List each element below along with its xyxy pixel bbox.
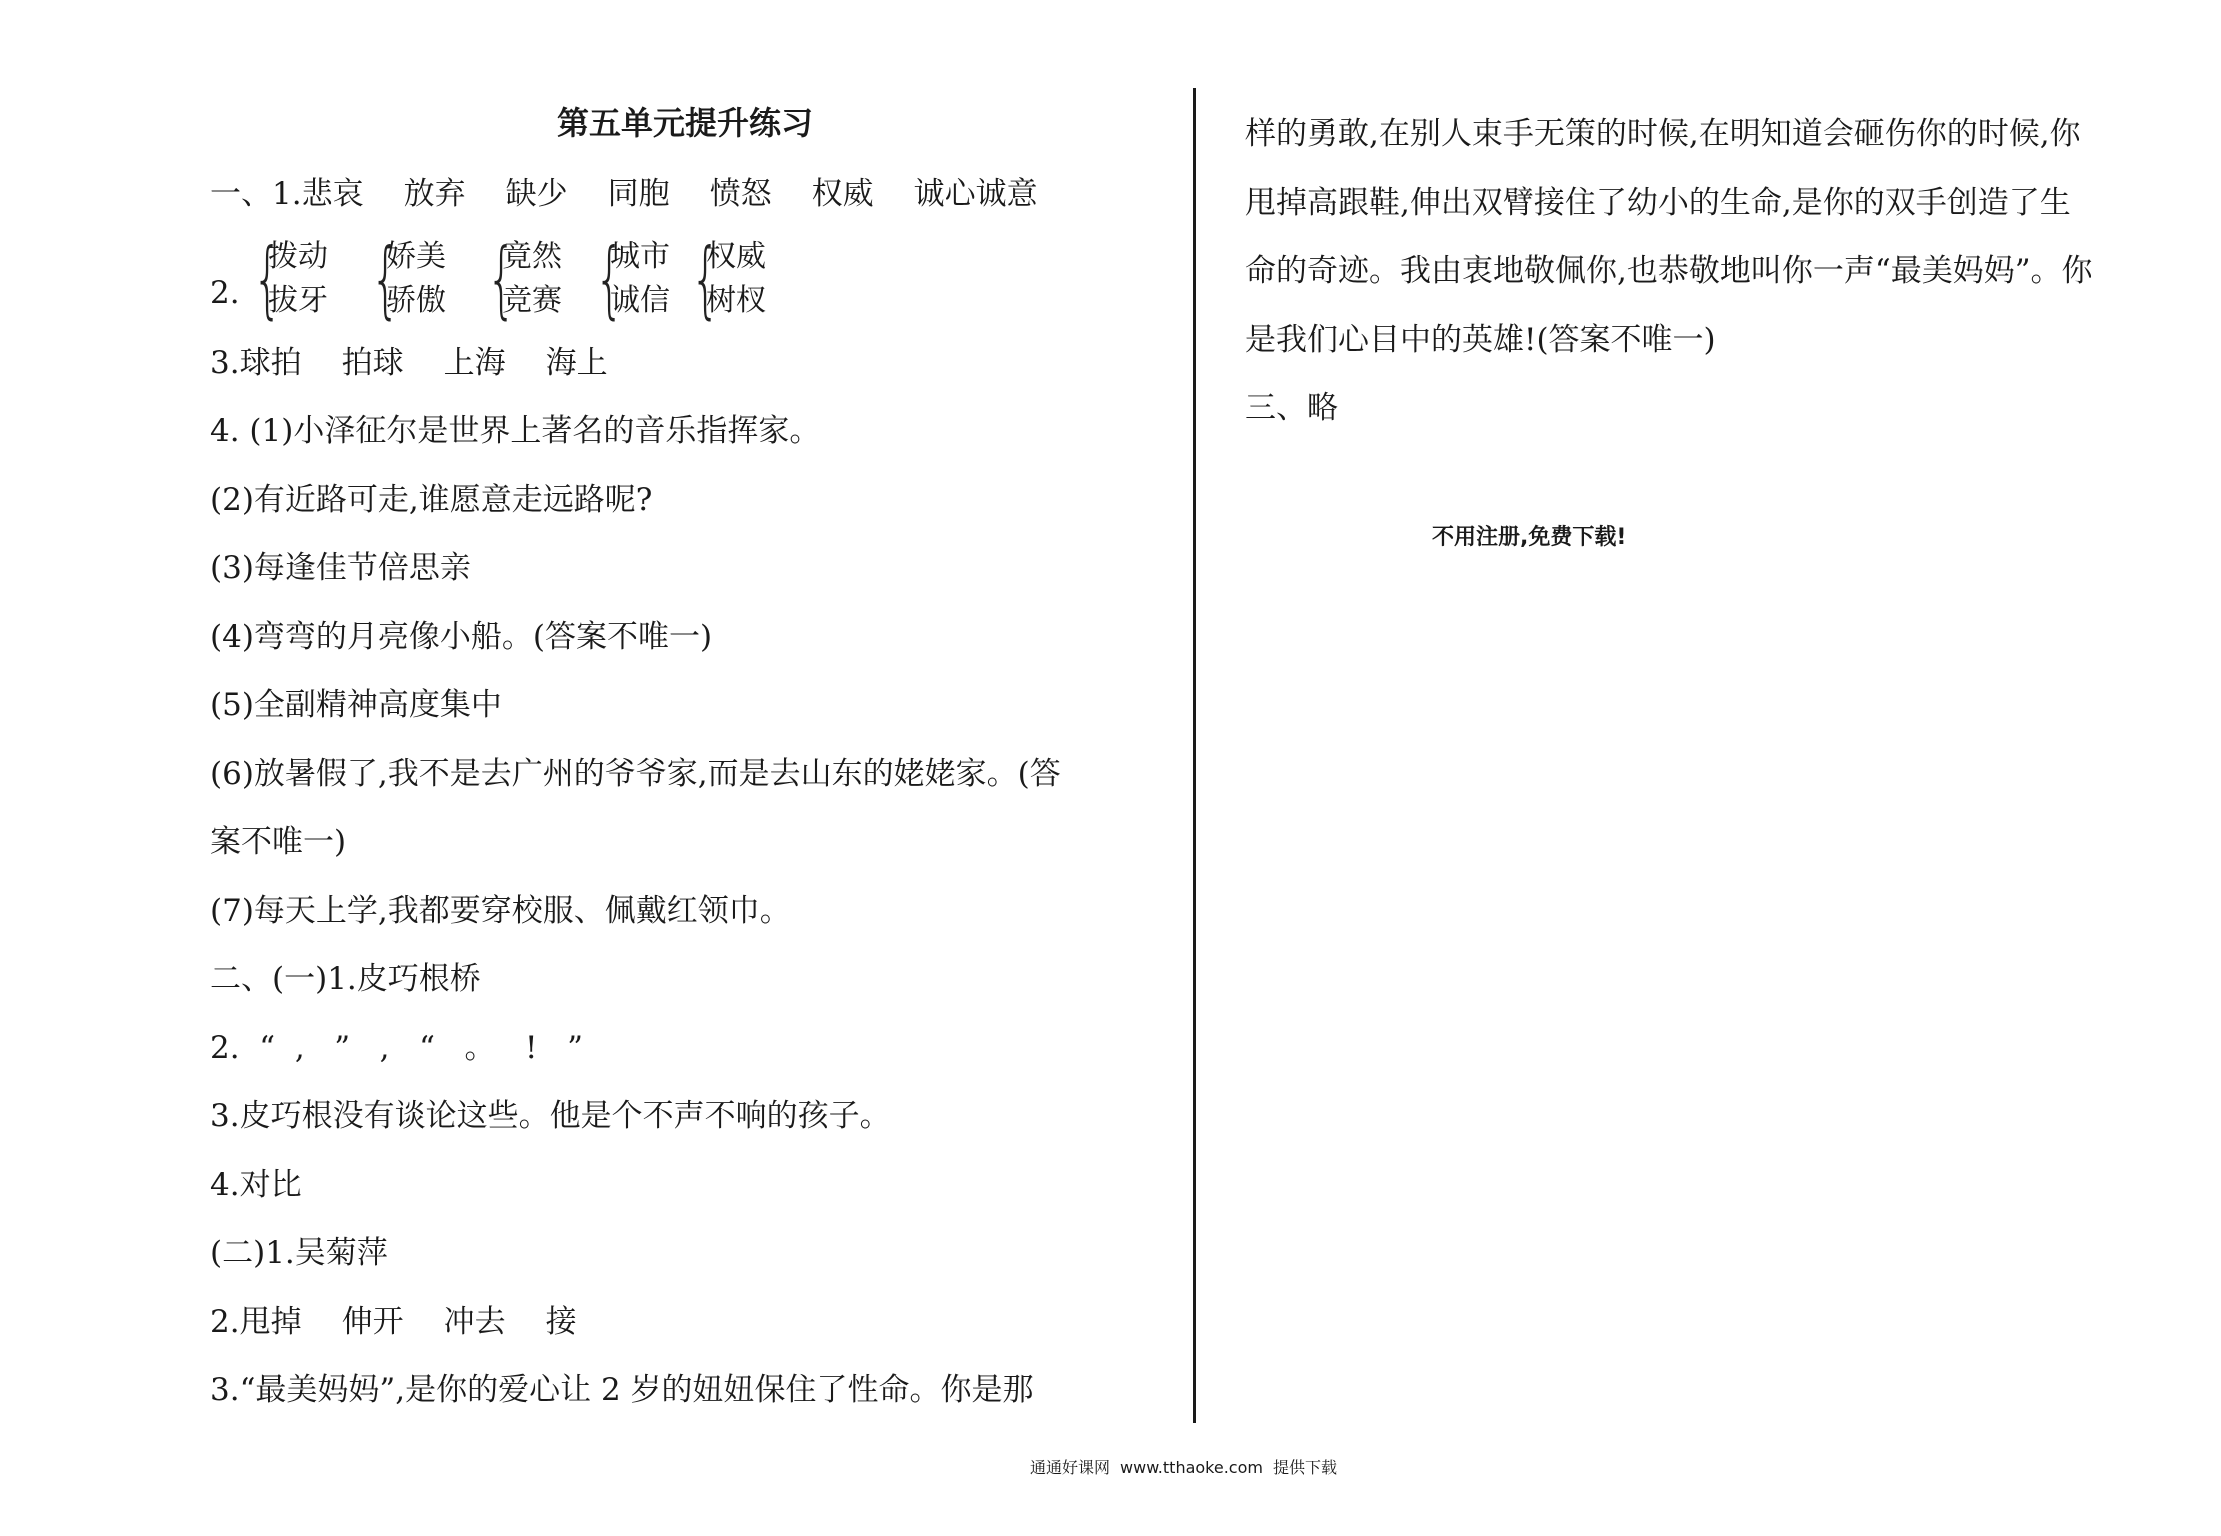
word-1: 球拍 (239, 344, 302, 381)
word-2: 放弃 (403, 176, 466, 212)
answer-line-r3: 命的奇迹。我由衷地敬佩你,也恭敬地叫你一声“最美妈妈”。你 (1245, 253, 2093, 289)
brace-icon: { (690, 229, 721, 328)
brace-icon: { (252, 229, 283, 328)
word-3: 上海 (443, 344, 506, 381)
answer-line-5: (2)有近路可走,谁愿意走远路呢? (210, 481, 653, 518)
footer-url[interactable]: www.tthaoke.com (1120, 1458, 1263, 1477)
brace-pair-1 (242, 229, 328, 329)
answer-line-9: (6)放暑假了,我不是去广州的爷爷家,而是去山东的姥姥家。(答 (210, 755, 1061, 792)
pair-word-bottom: 诚信 (610, 282, 670, 318)
answer-line-1 (210, 160, 1160, 229)
word-4: 海上 (545, 344, 608, 381)
page-title: 第五单元提升练习 (556, 104, 813, 142)
right-column (1245, 100, 2190, 443)
pair-word-top: 竟然 (502, 238, 562, 274)
brace-icon: { (486, 229, 517, 328)
brace-pair-4 (584, 229, 670, 329)
word-3: 冲去 (443, 1303, 506, 1340)
answer-line-15: 4.对比 (210, 1166, 302, 1203)
pair-word-top: 娇美 (386, 238, 446, 274)
answer-line-4: 4. (1)小泽征尔是世界上著名的音乐指挥家。 (210, 413, 821, 449)
footer-site-name: 通通好课网 (1030, 1458, 1111, 1477)
download-note: 不用注册,免费下载! (1432, 525, 1627, 550)
pair-word-top: 城市 (610, 238, 670, 274)
word-2: 伸开 (341, 1303, 404, 1340)
word-1: 甩掉 (239, 1303, 302, 1340)
footer-provide-text: 提供下载 (1272, 1458, 1337, 1477)
brace-pair-2 (360, 229, 446, 329)
word-2: 拍球 (341, 344, 404, 381)
answer-line-6: (3)每逢佳节倍思亲 (210, 550, 471, 586)
pair-word-bottom: 拔牙 (268, 282, 328, 318)
answer-line-r1: 样的勇敢,在别人束手无策的时候,在明知道会砸伤你的时候,你 (1245, 116, 2081, 152)
answer-line-17 (210, 1288, 1160, 1357)
column-divider (1193, 88, 1196, 1423)
brace-pair-5 (680, 229, 766, 329)
answer-line-18: 3.“最美妈妈”,是你的爱心让 2 岁的妞妞保住了性命。你是那 (210, 1372, 1034, 1408)
answer-line-7: (4)弯弯的月亮像小船。(答案不唯一) (210, 618, 713, 655)
word-7: 诚心诚意 (913, 176, 1038, 212)
line-prefix: 3. (210, 344, 240, 381)
answer-line-8: (5)全副精神高度集中 (210, 687, 502, 723)
answer-line-10: 案不唯一) (210, 824, 347, 860)
pair-word-top: 权威 (706, 238, 766, 274)
brace-pair-3 (476, 229, 562, 329)
pair-word-bottom: 树杈 (706, 282, 766, 318)
line-prefix: 2. (210, 1303, 240, 1340)
answer-line-14: 3.皮巧根没有谈论这些。他是个不声不响的孩子。 (210, 1098, 891, 1134)
word-3: 缺少 (505, 176, 568, 212)
answer-line-16: (二)1.吴菊萍 (210, 1235, 388, 1271)
pair-word-top: 拨动 (268, 238, 328, 274)
word-4: 接 (545, 1303, 577, 1340)
left-column (210, 100, 1160, 1425)
line-prefix: 一、1. (210, 176, 302, 212)
answer-line-3 (210, 329, 1160, 398)
answer-line-12: 二、(一)1.皮巧根桥 (210, 961, 481, 997)
word-5: 愤怒 (709, 176, 772, 212)
answer-line-2-braces (210, 229, 1160, 329)
word-1: 悲哀 (301, 176, 364, 212)
answer-line-r4: 是我们心目中的英雄!(答案不唯一) (1245, 321, 1716, 358)
page-footer (1030, 1455, 1347, 1478)
line-prefix: 2. (210, 274, 240, 311)
answer-line-13: 2. “ , ” , “ 。 ! ” (210, 1029, 583, 1066)
word-6: 权威 (811, 176, 874, 212)
word-4: 同胞 (607, 176, 670, 212)
brace-icon: { (370, 229, 401, 328)
answer-line-r5: 三、略 (1245, 390, 1338, 426)
pair-word-bottom: 竞赛 (502, 282, 562, 318)
answer-line-11: (7)每天上学,我都要穿校服、佩戴红领巾。 (210, 892, 791, 929)
pair-word-bottom: 骄傲 (386, 282, 446, 318)
answer-line-r2: 甩掉高跟鞋,伸出双臂接住了幼小的生命,是你的双手创造了生 (1245, 184, 2071, 221)
brace-icon: { (594, 229, 625, 328)
